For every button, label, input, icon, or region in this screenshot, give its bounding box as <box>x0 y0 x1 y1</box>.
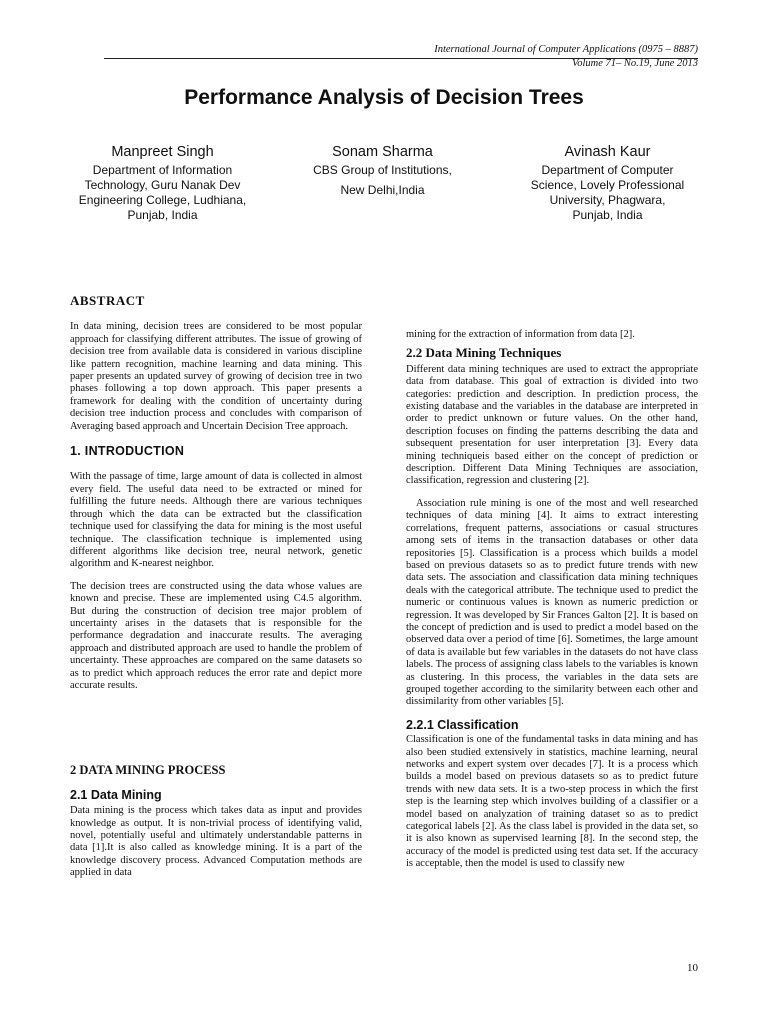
author-affiliation <box>70 163 255 223</box>
author-block <box>290 144 475 198</box>
data-mining-heading: 2.1 Data Mining <box>70 787 162 802</box>
abstract-heading: ABSTRACT <box>70 293 145 308</box>
journal-volume: Volume 71– No.19, June 2013 <box>572 58 698 69</box>
paragraph: Association rule mining is one of the most and well researched techniques of data mining [4]. It aims to extract interesting correlations, frequent patterns, associations or casual structures among sets of items in the transaction databases or other data repositories [5]. Classification is a process which builds a model based on previous datasets so as to predict future trends with new data sets. The association and classification data mining techniques deals with the categorical attribute. The technique used to predict the numeric or continuous values is known as numeric prediction or regression. It was developed by Sir Frances Galton [2]. It is based on the concept of prediction and is used to predict a model based on the observed data over a period of time [6]. Sometimes, the large amount of data is available but few variables in the datasets do not have class labels. The process of assigning class labels to the variables is known as clustering. In this process, the variables in the data sets are grouped together according to the similarity between each other and dissimilarity from other variables [5]. <box>406 497 698 708</box>
author-name: Avinash Kaur <box>564 144 651 160</box>
paragraph: Different data mining techniques are used to extract the appropriate data from database. This goal of extraction is divided into two categories: prediction and description. In prediction process, the existing database and the variables in the database are interpreted in order to predict unknown or future values. On the other hand, description focuses on finding the patterns describing the data and subsequent presentation for user interpretation [3]. Every data mining techniqueis based either on the concept of prediction or description. Different Data Mining Techniques are association, classification, regression and clustering [2]. <box>406 363 698 487</box>
paragraph: Classification is one of the fundamental tasks in data mining and has also been studied extensively in statistics, machine learning, neural networks and expert system over decades [7]. It is a process which builds a model based on previous datasets so as to predict future trends with new data sets. It is a two-step process in which the first step is the learning step which involves building of a classifier or a model based on analyzation of training dataset so as to predict categorical labels [2]. As the class label is provided in the data set, so it is also known as supervised learning [8]. In the second step, the accuracy of the model is predicted using test data set. If the accuracy is acceptable, then the model is used to classify new <box>406 734 698 870</box>
data-mining-process-heading: 2 DATA MINING PROCESS <box>70 763 226 778</box>
paragraph: With the passage of time, large amount of data is collected in almost every field. The useful data need to be extracted or mined for fulfilling the future needs. Although there are various techniques through which the data can be extracted but the classification technique used for classifying the data for mining is the most useful technique. The classification technique is implemented using different algorithms like decision tree, neural network, genetic algorithm and K-nearest neighbor. <box>70 471 362 570</box>
paragraph: The decision trees are constructed using the data whose values are known and precise. These are implemented using C4.5 algorithm. But during the construction of decision tree major problem of uncertainty arises in the datasets that is responsible for the performance degradation and inaccurate results. The averaging approach and distributed approach are used to handle the problem of uncertainty. These approaches are compared on the same datasets so as to predict which approach reduces the error rate and depict more accurate results. <box>70 580 362 691</box>
author-block <box>70 144 255 223</box>
affiliation-line: New Delhi,India <box>340 183 425 197</box>
author-name: Sonam Sharma <box>332 144 433 160</box>
affiliation-line: Department of Information <box>92 163 233 177</box>
classification-heading: 2.2.1 Classification <box>406 717 519 732</box>
header-rule <box>104 58 698 59</box>
data-mining-techniques-heading: 2.2 Data Mining Techniques <box>406 345 562 361</box>
affiliation-line: Punjab, India <box>127 208 198 222</box>
page-number: 10 <box>687 962 698 974</box>
journal-name: International Journal of Computer Applications (0975 – 8887) <box>434 44 698 55</box>
affiliation-line: Technology, Guru Nanak Dev <box>84 178 241 192</box>
right-column <box>406 329 698 881</box>
affiliation-line: Punjab, India <box>572 208 643 222</box>
author-block <box>515 144 700 223</box>
journal-header <box>434 43 698 71</box>
introduction-heading: 1. INTRODUCTION <box>70 444 185 459</box>
affiliation-line: CBS Group of Institutions, <box>313 163 452 177</box>
paragraph: mining for the extraction of information from data [2]. <box>406 329 635 340</box>
author-name: Manpreet Singh <box>111 144 214 160</box>
affiliation-line: Engineering College, Ludhiana, <box>78 193 247 207</box>
affiliation-line: Science, Lovely Professional <box>530 178 685 192</box>
affiliation-line: University, Phagwara, <box>549 193 666 207</box>
abstract-text: In data mining, decision trees are considered to be most popular approach for classifying different attributes. The issue of growing of decision tree from available data is considered in various discipline like pattern recognition, machine learning and data mining. This paper presents an updated survey of growing of decision tree in two phases following a top down approach. This paper presents a framework for dealing with the condition of uncertainty during decision tree induction process and concludes with comparison of Averaging based approach and Uncertain Decision Tree approach. <box>70 321 362 432</box>
left-column <box>70 295 362 890</box>
author-affiliation <box>290 163 475 198</box>
paper-title: Performance Analysis of Decision Trees <box>184 86 584 109</box>
author-affiliation <box>515 163 700 223</box>
affiliation-line: Department of Computer <box>541 163 674 177</box>
paragraph: Data mining is the process which takes data as input and provides knowledge as output. It is non-trivial process of identifying valid, novel, potentially useful and ultimately understandable patterns in data [1].It is also called as knowledge mining. It is a part of the knowledge discovery process. Advanced Computation methods are applied in data <box>70 805 362 879</box>
